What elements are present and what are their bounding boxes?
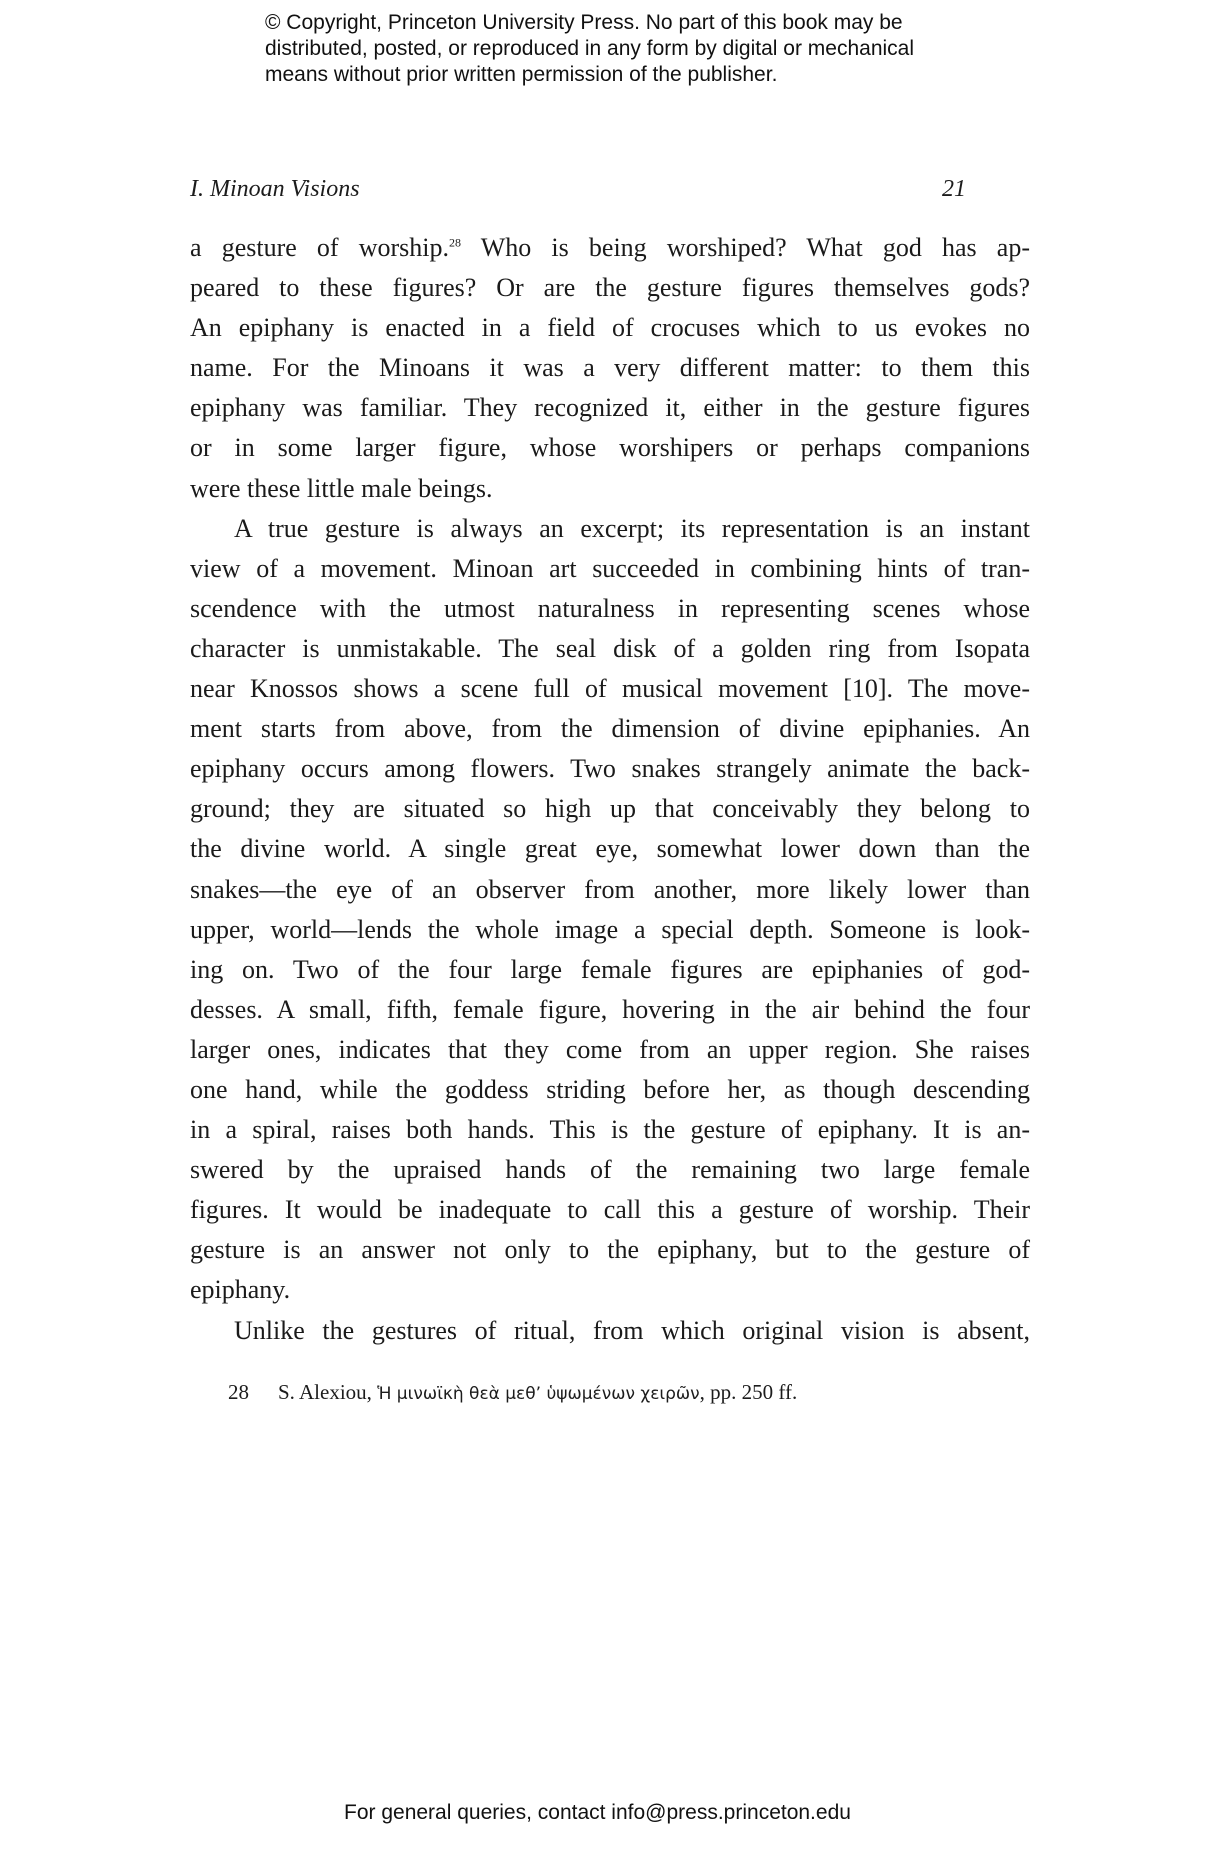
copyright-line: distributed, posted, or reproduced in any form by digital or mechanical <box>265 37 915 60</box>
text-line: larger ones, indicates that they come from an upper region. She raises <box>190 1034 1030 1064</box>
text-line: ground; they are situated so high up that conceivably they belong to <box>190 794 1030 824</box>
text-line: A true gesture is always an excerpt; its representation is an instant <box>234 513 1030 543</box>
text-line: name. For the Minoans it was a very different matter: to them this <box>190 353 1030 383</box>
copyright-notice <box>265 10 965 88</box>
text-line: were these little male beings. <box>190 473 493 503</box>
text-line: Unlike the gestures of ritual, from which original vision is absent, <box>234 1315 1030 1345</box>
text-line: near Knossos shows a scene full of musical movement [10]. The move- <box>190 674 1030 704</box>
text-line: upper, world—lends the whole image a special depth. Someone is look- <box>190 914 1030 944</box>
text-line: figures. It would be inadequate to call this a gesture of worship. Their <box>190 1195 1030 1225</box>
text-line: in a spiral, raises both hands. This is the gesture of epiphany. It is an- <box>190 1115 1030 1145</box>
text-line: character is unmistakable. The seal disk of a golden ring from Isopata <box>190 633 1030 663</box>
text-line: one hand, while the goddess striding before her, as though descending <box>190 1074 1030 1104</box>
text-line: epiphany was familiar. They recognized it, either in the gesture figures <box>190 393 1030 423</box>
footnote-reference: 28 <box>449 235 462 250</box>
text-line: An epiphany is enacted in a field of crocuses which to us evokes no <box>190 313 1030 343</box>
text-line: desses. A small, fifth, female figure, hovering in the air behind the four <box>190 994 1030 1024</box>
chapter-title: I. Minoan Visions <box>190 176 360 202</box>
footnote-number: 28 <box>228 1380 249 1404</box>
body-text <box>190 228 1030 1351</box>
text-line: the divine world. A single great eye, somewhat lower down than the <box>190 834 1030 864</box>
footnote <box>228 1378 797 1408</box>
text-line: ment starts from above, from the dimension of divine epiphanies. An <box>190 714 1030 744</box>
page-number: 21 <box>942 176 966 202</box>
text-line <box>190 228 1030 268</box>
contact-notice: For general queries, contact info@press.princeton.edu <box>344 1801 851 1824</box>
text-line: epiphany occurs among flowers. Two snakes strangely animate the back- <box>190 754 1030 784</box>
footnote-title: Ἡ μινωϊκὴ θεὰ μεθ’ ὑψωμένων χειρῶν <box>377 1384 700 1404</box>
text-line: snakes—the eye of an observer from another, more likely lower than <box>190 874 1030 904</box>
copyright-line: means without prior written permission of the publisher. <box>265 63 778 86</box>
footnote-author: S. Alexiou, <box>278 1380 378 1404</box>
footnote-pages: , pp. 250 ff. <box>699 1380 798 1404</box>
copyright-line: © Copyright, Princeton University Press. No part of this book may be <box>265 11 903 34</box>
text-line: view of a movement. Minoan art succeeded in combining hints of tran- <box>190 553 1030 583</box>
text-fragment: Who is being worshiped? What god has ap- <box>461 233 1030 262</box>
text-fragment: a gesture of worship. <box>190 233 450 262</box>
text-line: epiphany. <box>190 1275 291 1305</box>
text-line: swered by the upraised hands of the remaining two large female <box>190 1155 1030 1185</box>
text-line: gesture is an answer not only to the epiphany, but to the gesture of <box>190 1235 1030 1265</box>
text-line: peared to these figures? Or are the gesture figures themselves gods? <box>190 273 1030 303</box>
text-line: ing on. Two of the four large female figures are epiphanies of god- <box>190 954 1030 984</box>
text-line: scendence with the utmost naturalness in representing scenes whose <box>190 593 1030 623</box>
text-line: or in some larger figure, whose worshipers or perhaps companions <box>190 433 1030 463</box>
